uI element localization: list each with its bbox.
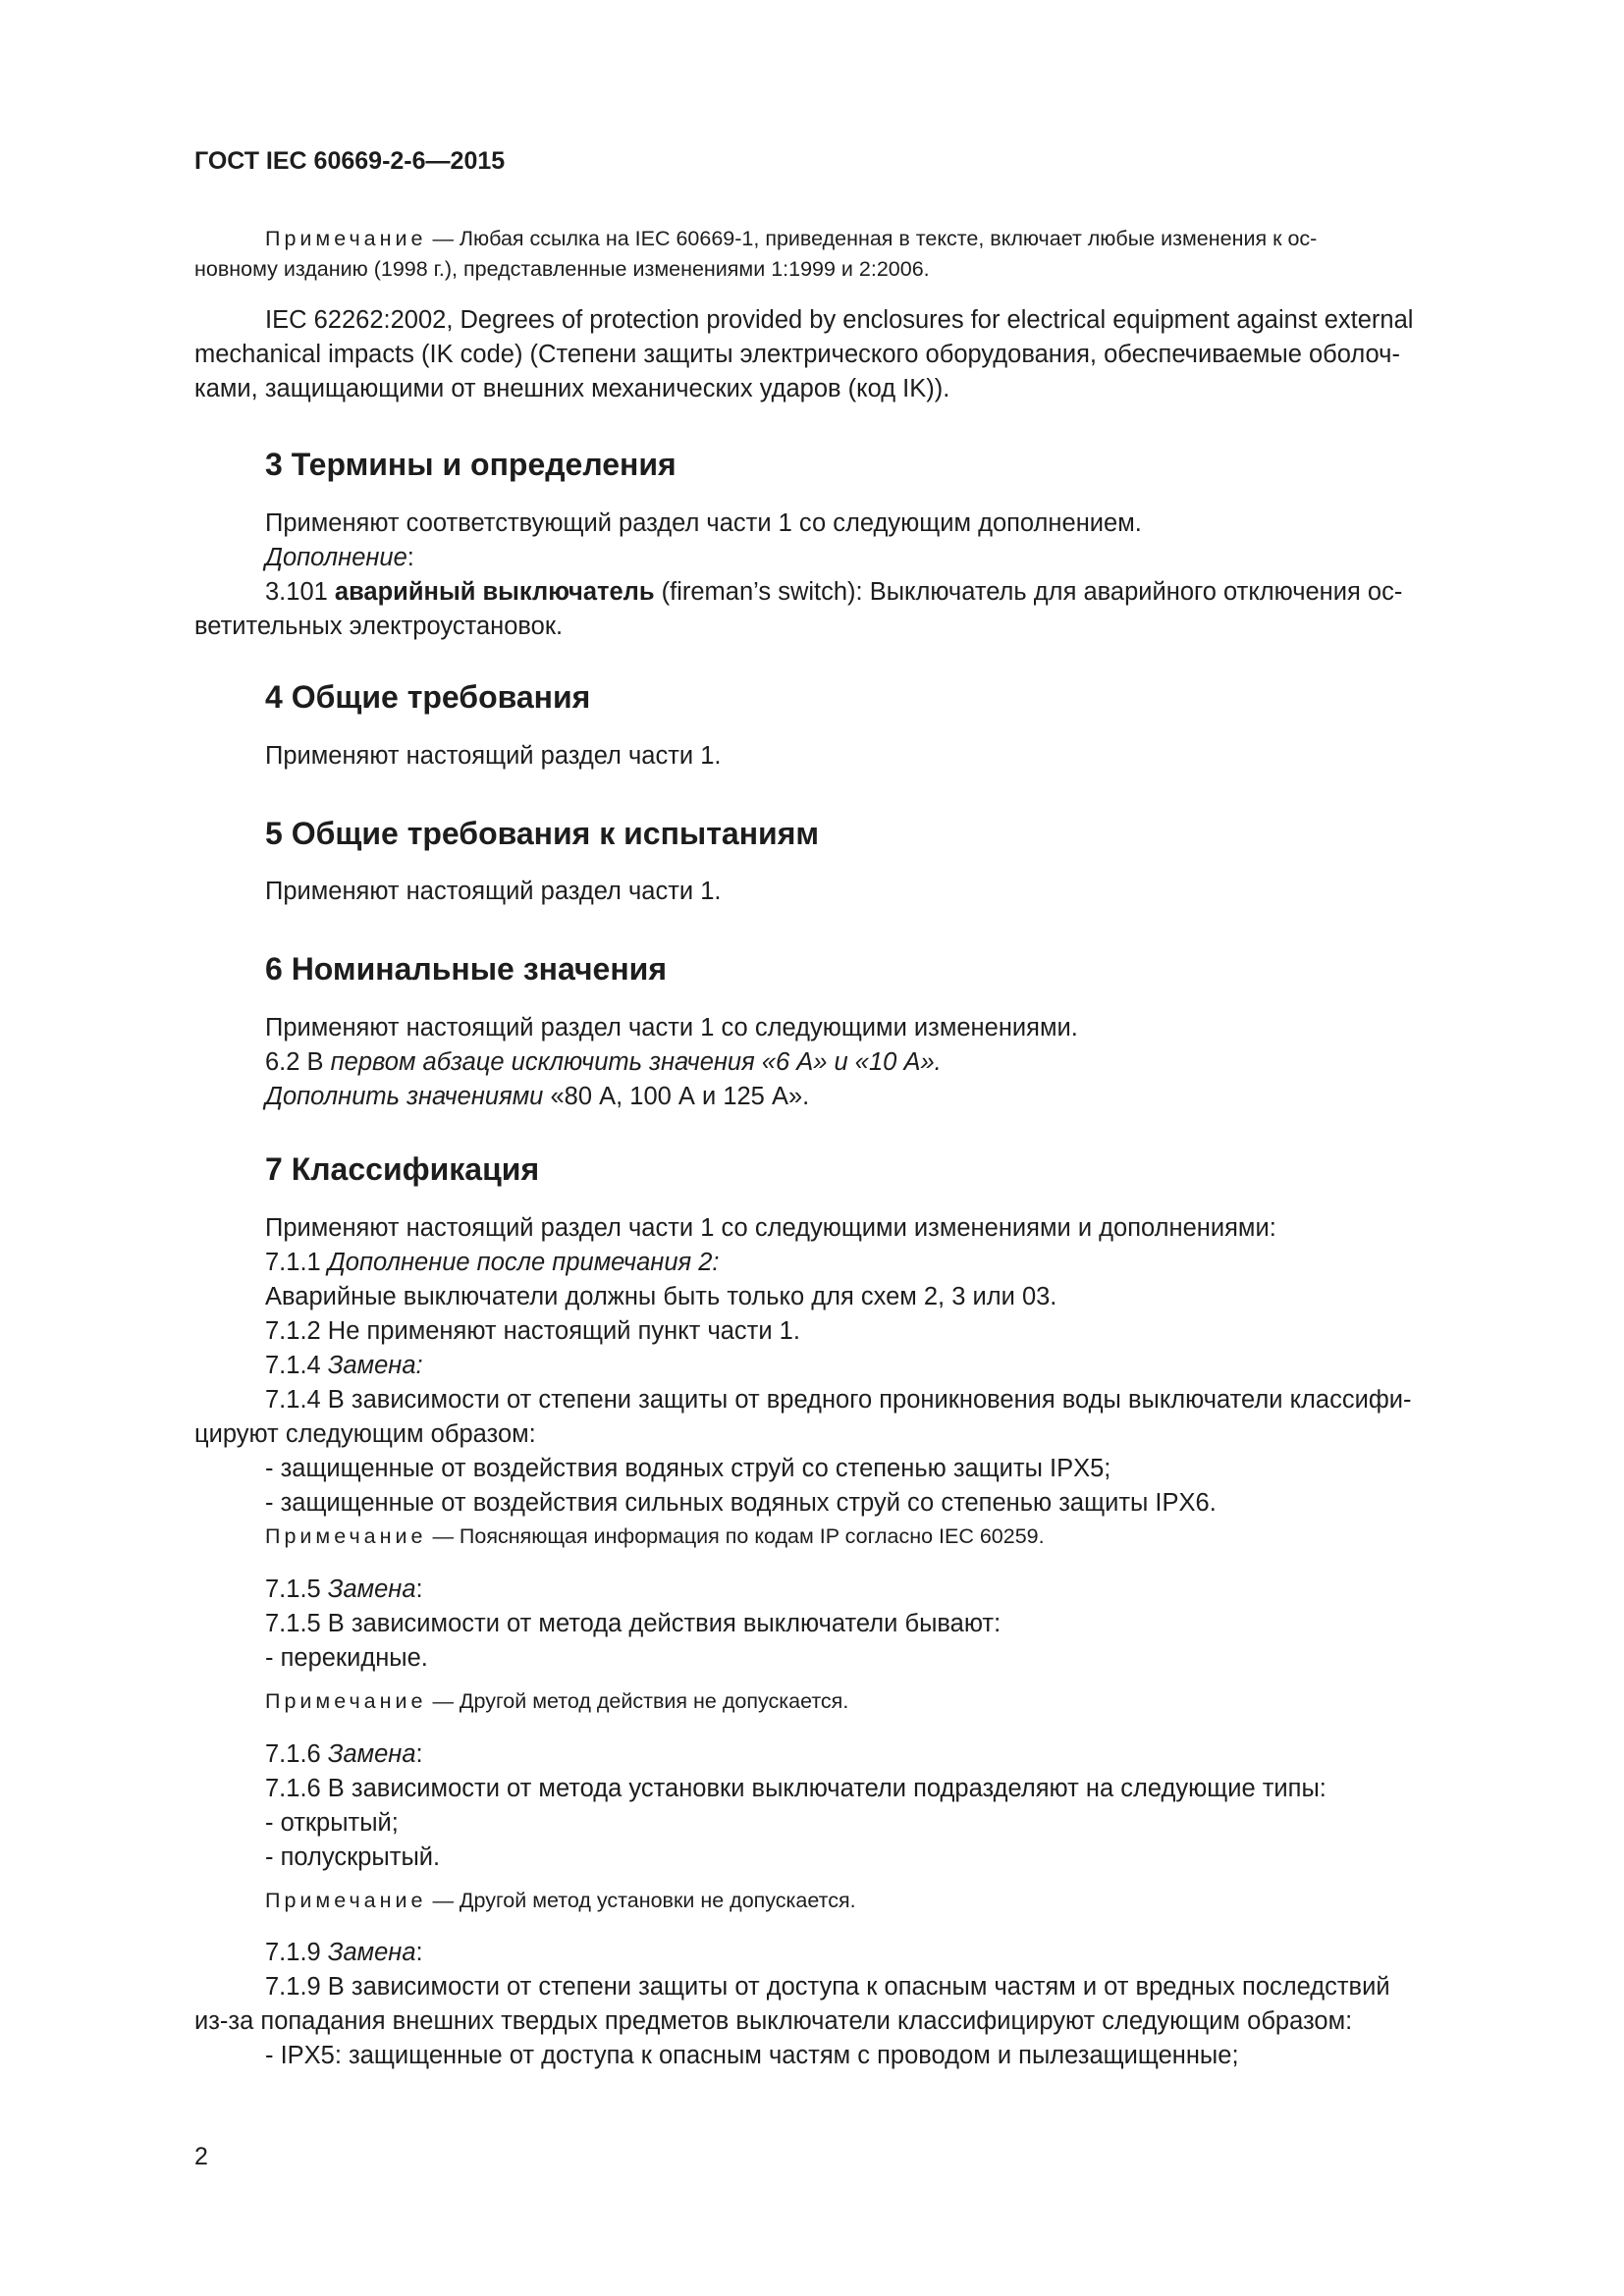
section-5-body: Применяют настоящий раздел части 1. bbox=[265, 878, 722, 905]
section-3-title: 3 Термины и определения bbox=[265, 447, 677, 482]
section-7-body-d: 7.1.9 Замена: 7.1.9 В зависимости от степени защиты от доступа к опасным частям и от вредных последствий из-за попадания внешних твердых предметов выключатели классифицируют следующим образом: - IPX5: защищенные от доступа к опасным частям с проводом и пылезащищенные; bbox=[194, 1936, 1518, 2073]
list-item: - открытый; bbox=[265, 1809, 399, 1837]
section-7 bbox=[194, 1149, 1518, 1189]
section-7-title: 7 Классификация bbox=[265, 1151, 540, 1187]
list-item: - IPX5: защищенные от доступа к опасным частям с проводом и пылезащищенные; bbox=[265, 2042, 1239, 2069]
list-item: - защищенные от воздействия сильных водяных струй со степенью защиты IPX6. bbox=[265, 1489, 1217, 1517]
section-7-body-b: 7.1.5 Замена: 7.1.5 В зависимости от метода действия выключатели бывают: - перекидные. bbox=[194, 1573, 1518, 1676]
section-3 bbox=[194, 445, 1518, 484]
section-5 bbox=[194, 814, 1518, 853]
section-4-body: Применяют настоящий раздел части 1. bbox=[265, 742, 722, 770]
section-6-title: 6 Номинальные значения bbox=[265, 951, 668, 987]
section-4 bbox=[194, 677, 1518, 717]
iec-reference: IEC 62262:2002, Degrees of protection provided by enclosures for electrical equipment against external mechanical impacts (IK code) (Степени защиты электрического оборудования, обеспечиваемые оболоч- ками, защищающими от внешних механических ударов (код IK)). bbox=[194, 306, 1414, 402]
section-3-body: Применяют соответствующий раздел части 1 со следующим дополнением. Дополнение: 3.101 аварийный выключатель (fireman’s switch): Выключатель для аварийного отключения ос- ветительных электроустановок. bbox=[194, 509, 1403, 640]
document-header: ГОСТ IEC 60669-2-6—2015 bbox=[194, 147, 506, 175]
note-ip-codes: Примечание — Поясняющая информация по кодам IP согласно IEC 60259. bbox=[265, 1524, 1045, 1548]
section-6 bbox=[194, 949, 1518, 988]
list-item: - защищенные от воздействия водяных струй со степенью защиты IPX5; bbox=[265, 1455, 1111, 1482]
term-bold: аварийный выключатель bbox=[334, 578, 655, 606]
section-5-title: 5 Общие требования к испытаниям bbox=[265, 816, 820, 851]
intro-block bbox=[194, 224, 1518, 285]
document-page bbox=[194, 0, 1518, 2296]
section-4-title: 4 Общие требования bbox=[265, 679, 591, 715]
note-install-method: Примечание — Другой метод установки не допускается. bbox=[265, 1889, 856, 1912]
intro-note-cont: новному изданию (1998 г.), представленные изменениями 1:1999 и 2:2006. bbox=[194, 257, 930, 281]
section-6-body: Применяют настоящий раздел части 1 со следующими изменениями. 6.2 В первом абзаце исключить значения «6 А» и «10 А». Дополнить значениями «80 А, 100 А и 125 А». bbox=[265, 1014, 1078, 1110]
section-7-body-a: Применяют настоящий раздел части 1 со следующими изменениями и дополнениями: 7.1.1 Дополнение после примечания 2: Аварийные выключатели должны быть только для схем 2, 3 или 03. 7.1.2 Не применяют настоящий пункт части 1. 7.1.4 Замена: 7.1.4 В зависимости от степени защиты от вредного проникновения воды выключатели классифи- цируют следующим образом: - защищенные от воздействия водяных струй со степенью защиты IPX5; - защищенные от воздействия сильных водяных струй со степенью защиты IPX6. bbox=[194, 1211, 1518, 1521]
note-label: Примечание bbox=[265, 227, 427, 250]
page-number: 2 bbox=[194, 2143, 208, 2170]
intro-note: Примечание — Любая ссылка на IEC 60669-1, приведенная в тексте, включает любые изменения к ос- bbox=[265, 227, 1318, 250]
note-action-method: Примечание — Другой метод действия не допускается. bbox=[265, 1689, 849, 1713]
section-7-body-c: 7.1.6 Замена: 7.1.6 В зависимости от метода установки выключатели подразделяют на следующие типы: - открытый; - полускрытый. bbox=[194, 1737, 1518, 1875]
list-item: - полускрытый. bbox=[265, 1843, 441, 1871]
list-item: - перекидные. bbox=[265, 1644, 428, 1672]
